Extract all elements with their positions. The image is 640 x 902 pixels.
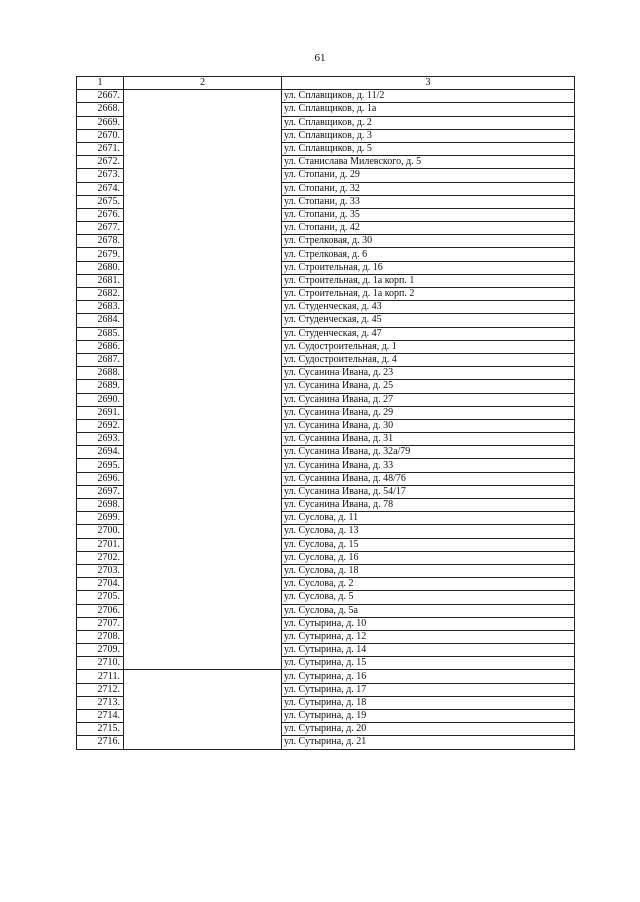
row-number: 2700.	[77, 525, 124, 538]
row-blank-cell	[124, 261, 282, 274]
table-row	[77, 670, 575, 683]
row-number: 2702.	[77, 551, 124, 564]
row-blank-cell	[124, 433, 282, 446]
column-header-3: 3	[282, 77, 575, 90]
row-number: 2715.	[77, 723, 124, 736]
row-address: ул. Стопани, д. 35	[282, 208, 575, 221]
row-blank-cell	[124, 340, 282, 353]
row-blank-cell	[124, 459, 282, 472]
table-row	[77, 551, 575, 564]
row-address: ул. Сусанина Ивана, д. 54/17	[282, 485, 575, 498]
table-row	[77, 538, 575, 551]
row-blank-cell	[124, 301, 282, 314]
table-row	[77, 103, 575, 116]
row-address: ул. Стопани, д. 42	[282, 222, 575, 235]
table-row	[77, 564, 575, 577]
row-address: ул. Строительная, д. 1а корп. 1	[282, 274, 575, 287]
row-number: 2712.	[77, 683, 124, 696]
row-address: ул. Сусанина Ивана, д. 48/76	[282, 472, 575, 485]
table-row	[77, 327, 575, 340]
row-address: ул. Строительная, д. 16	[282, 261, 575, 274]
table-row	[77, 248, 575, 261]
row-blank-cell	[124, 406, 282, 419]
row-blank-cell	[124, 314, 282, 327]
row-number: 2669.	[77, 116, 124, 129]
table-row	[77, 367, 575, 380]
row-address: ул. Сутырина, д. 19	[282, 710, 575, 723]
row-blank-cell	[124, 525, 282, 538]
row-blank-cell	[124, 657, 282, 670]
table-row	[77, 288, 575, 301]
row-number: 2710.	[77, 657, 124, 670]
row-number: 2691.	[77, 406, 124, 419]
row-blank-cell	[124, 380, 282, 393]
row-address: ул. Судостроительная, д. 1	[282, 340, 575, 353]
row-blank-cell	[124, 182, 282, 195]
table-row	[77, 182, 575, 195]
row-blank-cell	[124, 696, 282, 709]
column-header-2: 2	[124, 77, 282, 90]
table-row	[77, 736, 575, 749]
row-number: 2686.	[77, 340, 124, 353]
table-body	[77, 90, 575, 749]
row-address: ул. Сплавщиков, д. 11/2	[282, 90, 575, 103]
row-address: ул. Сутырина, д. 10	[282, 617, 575, 630]
table-row	[77, 353, 575, 366]
row-address: ул. Суслова, д. 13	[282, 525, 575, 538]
row-number: 2670.	[77, 129, 124, 142]
row-number: 2698.	[77, 499, 124, 512]
row-blank-cell	[124, 578, 282, 591]
table-row	[77, 261, 575, 274]
table-row	[77, 657, 575, 670]
table-row	[77, 485, 575, 498]
row-number: 2676.	[77, 208, 124, 221]
row-blank-cell	[124, 353, 282, 366]
table-row	[77, 195, 575, 208]
table-row	[77, 446, 575, 459]
table-row	[77, 116, 575, 129]
table-row	[77, 630, 575, 643]
row-number: 2678.	[77, 235, 124, 248]
row-address: ул. Сутырина, д. 15	[282, 657, 575, 670]
table-row	[77, 419, 575, 432]
row-address: ул. Суслова, д. 5а	[282, 604, 575, 617]
table-row	[77, 710, 575, 723]
row-address: ул. Сутырина, д. 17	[282, 683, 575, 696]
row-number: 2699.	[77, 512, 124, 525]
row-number: 2683.	[77, 301, 124, 314]
row-address: ул. Стрелковая, д. 6	[282, 248, 575, 261]
row-address: ул. Суслова, д. 5	[282, 591, 575, 604]
row-number: 2673.	[77, 169, 124, 182]
row-address: ул. Сутырина, д. 12	[282, 630, 575, 643]
row-address: ул. Сусанина Ивана, д. 27	[282, 393, 575, 406]
row-number: 2706.	[77, 604, 124, 617]
row-blank-cell	[124, 288, 282, 301]
row-number: 2701.	[77, 538, 124, 551]
row-number: 2704.	[77, 578, 124, 591]
row-number: 2690.	[77, 393, 124, 406]
table-row	[77, 142, 575, 155]
row-address: ул. Сплавщиков, д. 5	[282, 142, 575, 155]
row-number: 2696.	[77, 472, 124, 485]
row-address: ул. Сусанина Ивана, д. 29	[282, 406, 575, 419]
row-address: ул. Сусанина Ивана, д. 32а/79	[282, 446, 575, 459]
table-row	[77, 499, 575, 512]
row-number: 2716.	[77, 736, 124, 749]
row-address: ул. Сплавщиков, д. 2	[282, 116, 575, 129]
row-address: ул. Сусанина Ивана, д. 33	[282, 459, 575, 472]
row-blank-cell	[124, 472, 282, 485]
row-blank-cell	[124, 670, 282, 683]
table-row	[77, 393, 575, 406]
table-row	[77, 340, 575, 353]
table-row	[77, 459, 575, 472]
table-row	[77, 314, 575, 327]
row-blank-cell	[124, 617, 282, 630]
row-blank-cell	[124, 103, 282, 116]
table-row	[77, 696, 575, 709]
row-blank-cell	[124, 710, 282, 723]
row-address: ул. Стопани, д. 33	[282, 195, 575, 208]
row-blank-cell	[124, 116, 282, 129]
table-row	[77, 591, 575, 604]
row-blank-cell	[124, 393, 282, 406]
row-number: 2668.	[77, 103, 124, 116]
row-number: 2667.	[77, 90, 124, 103]
row-number: 2677.	[77, 222, 124, 235]
table-row	[77, 512, 575, 525]
row-blank-cell	[124, 723, 282, 736]
row-address: ул. Станислава Милевского, д. 5	[282, 156, 575, 169]
row-blank-cell	[124, 499, 282, 512]
row-address: ул. Сусанина Ивана, д. 30	[282, 419, 575, 432]
row-address: ул. Сутырина, д. 14	[282, 644, 575, 657]
table-row	[77, 644, 575, 657]
row-address: ул. Суслова, д. 11	[282, 512, 575, 525]
row-blank-cell	[124, 156, 282, 169]
row-number: 2671.	[77, 142, 124, 155]
row-blank-cell	[124, 446, 282, 459]
row-number: 2709.	[77, 644, 124, 657]
row-number: 2708.	[77, 630, 124, 643]
row-blank-cell	[124, 208, 282, 221]
row-blank-cell	[124, 564, 282, 577]
row-blank-cell	[124, 222, 282, 235]
table-row	[77, 169, 575, 182]
row-number: 2674.	[77, 182, 124, 195]
row-address: ул. Строительная, д. 1а корп. 2	[282, 288, 575, 301]
row-address: ул. Сусанина Ивана, д. 78	[282, 499, 575, 512]
table-row	[77, 156, 575, 169]
row-address: ул. Суслова, д. 16	[282, 551, 575, 564]
table-row	[77, 472, 575, 485]
row-blank-cell	[124, 644, 282, 657]
table-row	[77, 222, 575, 235]
row-blank-cell	[124, 142, 282, 155]
row-number: 2684.	[77, 314, 124, 327]
row-address: ул. Студенческая, д. 47	[282, 327, 575, 340]
row-number: 2703.	[77, 564, 124, 577]
row-number: 2697.	[77, 485, 124, 498]
row-number: 2682.	[77, 288, 124, 301]
table-row	[77, 406, 575, 419]
row-address: ул. Стопани, д. 29	[282, 169, 575, 182]
row-address: ул. Суслова, д. 15	[282, 538, 575, 551]
row-blank-cell	[124, 129, 282, 142]
row-number: 2681.	[77, 274, 124, 287]
row-blank-cell	[124, 591, 282, 604]
column-header-1: 1	[77, 77, 124, 90]
row-number: 2707.	[77, 617, 124, 630]
address-table	[76, 76, 575, 750]
table-row	[77, 235, 575, 248]
table-row	[77, 433, 575, 446]
row-address: ул. Сусанина Ивана, д. 25	[282, 380, 575, 393]
row-address: ул. Сусанина Ивана, д. 23	[282, 367, 575, 380]
row-address: ул. Суслова, д. 2	[282, 578, 575, 591]
table-header-row	[77, 77, 575, 90]
row-blank-cell	[124, 327, 282, 340]
row-number: 2714.	[77, 710, 124, 723]
table-row	[77, 525, 575, 538]
table-row	[77, 578, 575, 591]
table-row	[77, 617, 575, 630]
row-number: 2694.	[77, 446, 124, 459]
row-address: ул. Сплавщиков, д. 3	[282, 129, 575, 142]
row-number: 2675.	[77, 195, 124, 208]
row-blank-cell	[124, 248, 282, 261]
row-address: ул. Стрелковая, д. 30	[282, 235, 575, 248]
row-blank-cell	[124, 538, 282, 551]
row-address: ул. Сусанина Ивана, д. 31	[282, 433, 575, 446]
table-row	[77, 90, 575, 103]
row-number: 2687.	[77, 353, 124, 366]
row-number: 2679.	[77, 248, 124, 261]
table-row	[77, 683, 575, 696]
row-blank-cell	[124, 195, 282, 208]
row-number: 2688.	[77, 367, 124, 380]
row-blank-cell	[124, 604, 282, 617]
row-blank-cell	[124, 630, 282, 643]
row-address: ул. Стопани, д. 32	[282, 182, 575, 195]
table-row	[77, 301, 575, 314]
row-address: ул. Сутырина, д. 18	[282, 696, 575, 709]
table-row	[77, 208, 575, 221]
row-number: 2705.	[77, 591, 124, 604]
row-number: 2672.	[77, 156, 124, 169]
table-row	[77, 604, 575, 617]
row-blank-cell	[124, 512, 282, 525]
table-row	[77, 723, 575, 736]
row-address: ул. Студенческая, д. 43	[282, 301, 575, 314]
row-blank-cell	[124, 90, 282, 103]
row-address: ул. Сутырина, д. 20	[282, 723, 575, 736]
row-blank-cell	[124, 485, 282, 498]
row-address: ул. Суслова, д. 18	[282, 564, 575, 577]
row-address: ул. Сплавщиков, д. 1а	[282, 103, 575, 116]
table-row	[77, 129, 575, 142]
row-number: 2689.	[77, 380, 124, 393]
row-address: ул. Сутырина, д. 16	[282, 670, 575, 683]
row-number: 2713.	[77, 696, 124, 709]
row-address: ул. Судостроительная, д. 4	[282, 353, 575, 366]
row-blank-cell	[124, 169, 282, 182]
row-number: 2711.	[77, 670, 124, 683]
row-blank-cell	[124, 551, 282, 564]
row-number: 2685.	[77, 327, 124, 340]
table-row	[77, 274, 575, 287]
row-blank-cell	[124, 683, 282, 696]
row-number: 2693.	[77, 433, 124, 446]
table-row	[77, 380, 575, 393]
row-blank-cell	[124, 274, 282, 287]
row-blank-cell	[124, 736, 282, 749]
row-blank-cell	[124, 367, 282, 380]
row-blank-cell	[124, 419, 282, 432]
row-number: 2680.	[77, 261, 124, 274]
row-blank-cell	[124, 235, 282, 248]
row-address: ул. Студенческая, д. 45	[282, 314, 575, 327]
row-number: 2692.	[77, 419, 124, 432]
page-number: 61	[314, 52, 326, 64]
row-number: 2695.	[77, 459, 124, 472]
row-address: ул. Сутырина, д. 21	[282, 736, 575, 749]
